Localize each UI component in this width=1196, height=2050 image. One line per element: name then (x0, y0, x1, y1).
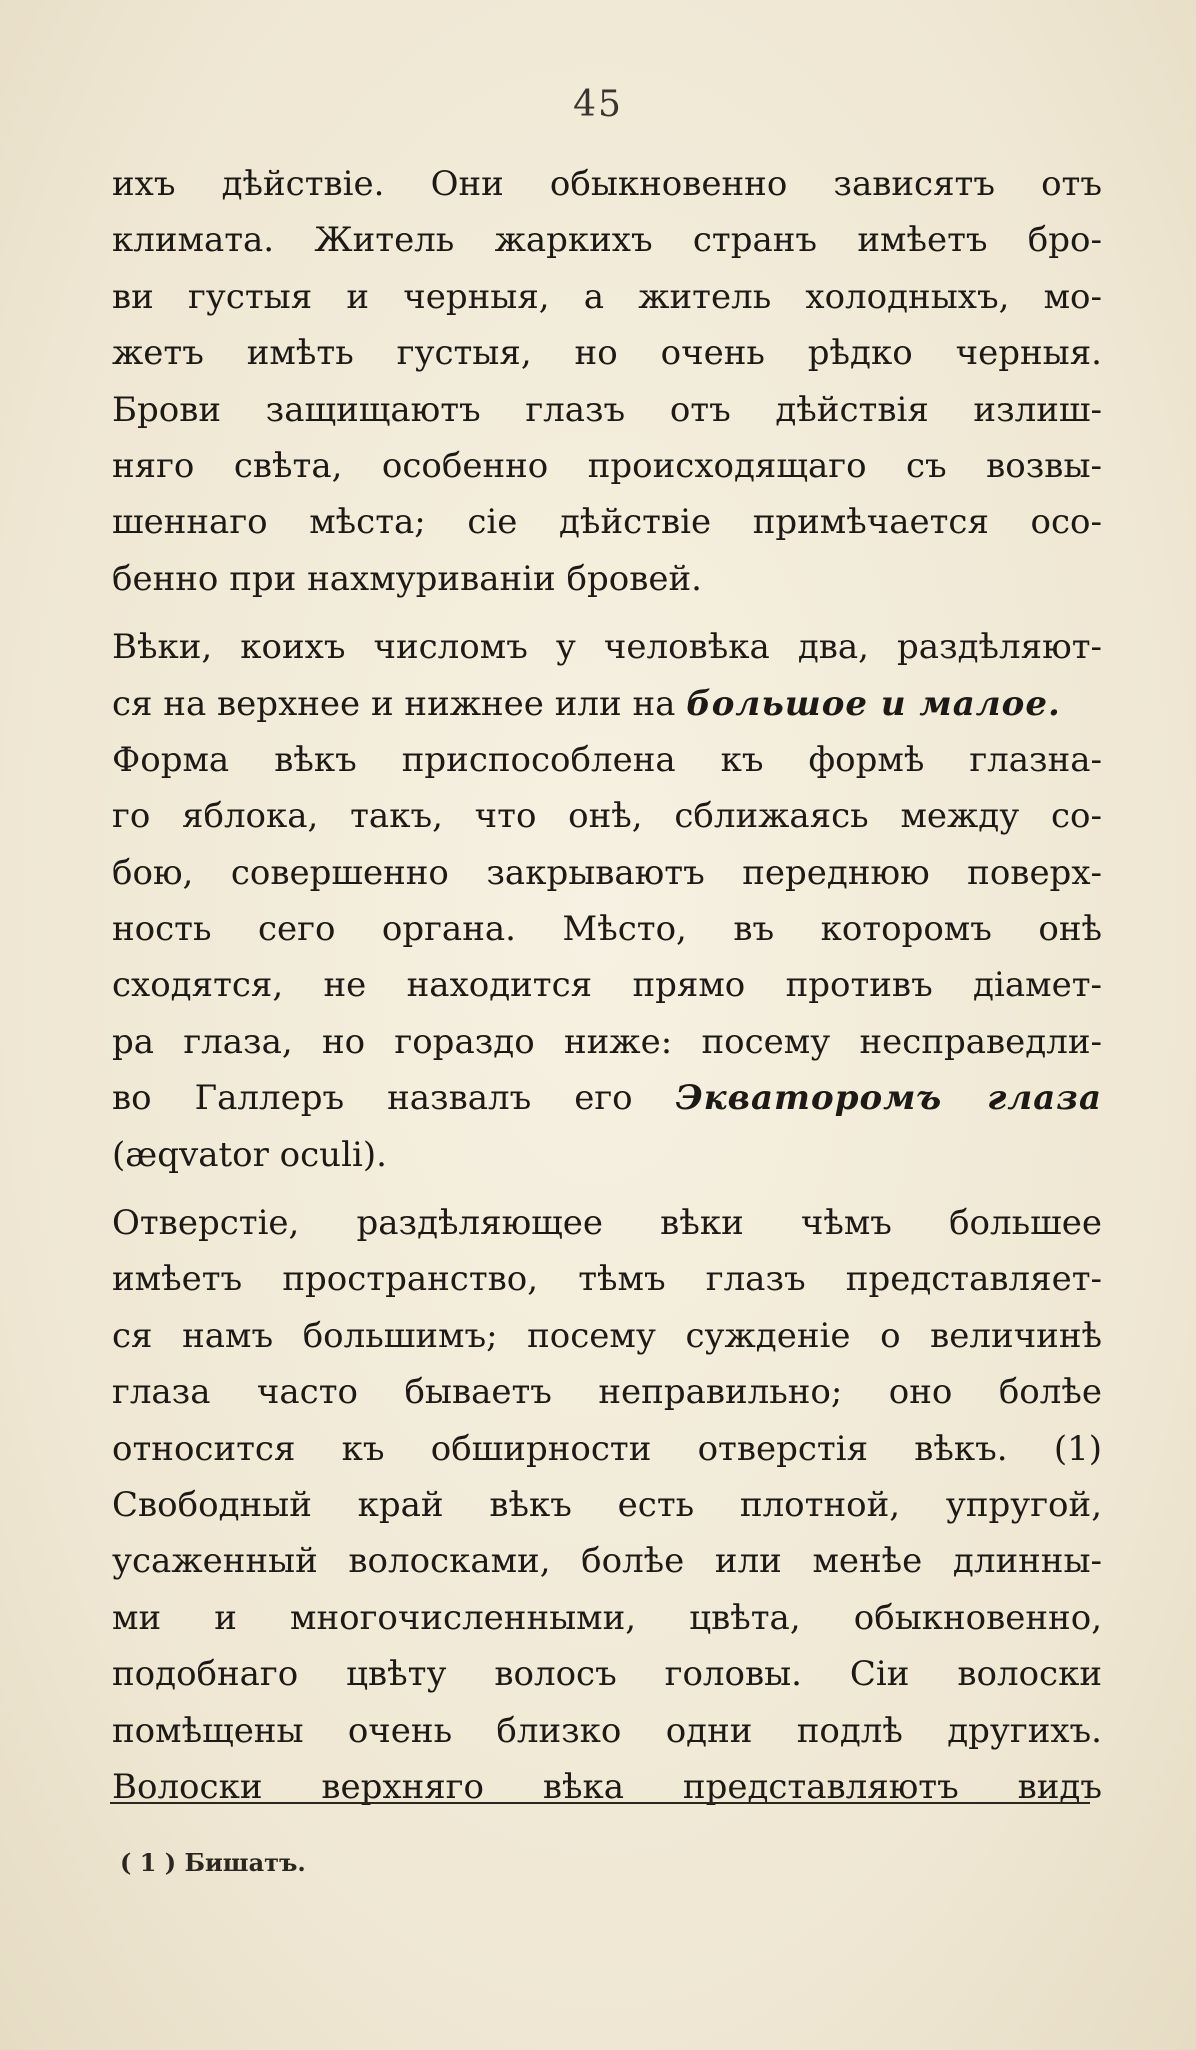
text-line: Отверстіе, раздѣляющее вѣки чѣмъ большее (112, 1203, 1102, 1244)
body-text (112, 156, 1102, 1815)
text-line: имѣетъ пространство, тѣмъ глазъ представляет- (112, 1259, 1102, 1300)
text-line: Волоски верхняго вѣка представляютъ видъ (112, 1766, 1102, 1807)
text-line: Свободный край вѣкъ есть плотной, упругой, (112, 1484, 1102, 1525)
text-line: бенно при нахмуриваніи бровей. (112, 558, 702, 599)
text-line: ность сего органа. Мѣсто, въ которомъ онѣ (112, 909, 1102, 950)
footnote: ( 1 ) Бишатъ. (120, 1848, 306, 1877)
text-line: помѣщены очень близко одни подлѣ другихъ. (112, 1710, 1102, 1751)
text-line: Брови защищаютъ глазъ отъ дѣйствія излиш- (112, 389, 1102, 430)
text-line: климата. Житель жаркихъ странъ имѣетъ бро- (112, 220, 1102, 261)
text-line: го яблока, такъ, что онѣ, сближаясь между со- (112, 796, 1102, 837)
italic-term: большое и малое. (686, 683, 1061, 724)
text-line: (æqvator oculi). (112, 1134, 387, 1175)
text-line: сходятся, не находится прямо противъ діамет- (112, 965, 1102, 1006)
text-line: относится къ обширности отверстія вѣкъ. (1) (112, 1428, 1102, 1469)
text-line (112, 676, 1102, 732)
text-line: ся намъ большимъ; посему сужденіе о величинѣ (112, 1315, 1102, 1356)
text-line: ми и многочисленными, цвѣта, обыкновенно, (112, 1597, 1102, 1638)
text-line: ви густыя и черныя, а житель холодныхъ, мо- (112, 276, 1102, 317)
text-fragment: во Галлеръ назвалъ его (112, 1078, 676, 1119)
text-line: усаженный волосками, болѣе или менѣе длинны- (112, 1541, 1102, 1582)
text-line: жетъ имѣть густыя, но очень рѣдко черныя. (112, 333, 1102, 374)
text-line: глаза часто бываетъ неправильно; оно болѣе (112, 1372, 1102, 1413)
text-line: бою, совершенно закрываютъ переднюю поверх- (112, 852, 1102, 893)
text-line: ра глаза, но гораздо ниже: посему несправедли- (112, 1021, 1102, 1062)
text-fragment: ся на верхнее и нижнее или на (112, 683, 687, 724)
page-number: 45 (573, 84, 623, 125)
text-line (112, 1070, 1102, 1126)
text-line: подобнаго цвѣту волосъ головы. Сіи волоски (112, 1654, 1102, 1695)
footnote-divider (110, 1802, 1090, 1804)
text-line: Форма вѣкъ приспособлена къ формѣ глазна- (112, 739, 1102, 780)
italic-term: Экваторомъ глаза (675, 1078, 1102, 1119)
text-line: Вѣки, коихъ числомъ у человѣка два, раздѣляют- (112, 627, 1102, 668)
text-line: няго свѣта, особенно происходящаго съ возвы- (112, 445, 1102, 486)
text-line: шеннаго мѣста; сіе дѣйствіе примѣчается осо- (112, 502, 1102, 543)
text-line: ихъ дѣйствіе. Они обыкновенно зависятъ отъ (112, 164, 1102, 204)
